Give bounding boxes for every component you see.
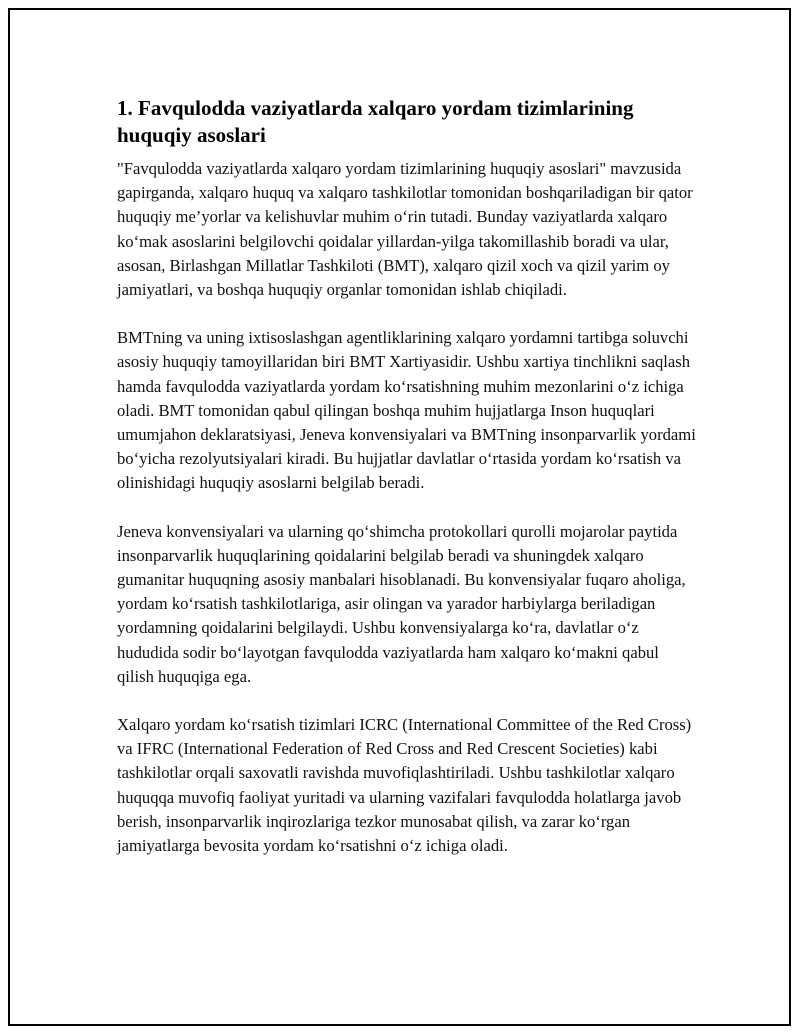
paragraph-2: BMTning va uning ixtisoslashgan agentliklarining xalqaro yordamni tartibga soluvchi asosiy huquqiy tamoyillaridan biri BMT Xartiyasidir. Ushbu xartiya tinchlikni saqlash hamda favqulodda vaziyatlarda yordam ko‘rsatishning muhim mezonlarini o‘z ichiga oladi. BMT tomonidan qabul qilingan boshqa muhim hujjatlarga Inson huquqlari umumjahon deklaratsiyasi, Jeneva konvensiyalari va BMTning insonparvarlik yordami bo‘yicha rezolyutsiyalari kiradi. Bu hujjatlar davlatlar o‘rtasida yordam ko‘rsatish va olinishidagi huquqiy asoslarni belgilab beradi. xyxy=(117,328,696,493)
paragraph-3: Jeneva konvensiyalari va ularning qo‘shimcha protokollari qurolli mojarolar paytida insonparvarlik huquqlarining qoidalarini belgilab beradi va shuningdek xalqaro gumanitar huquqning asosiy manbalari hisoblanadi. Bu konvensiyalar fuqaro aholiga, yordam ko‘rsatish tashkilotlariga, asir olingan va yarador harbiylarga beriladigan yordamning qoidalarini belgilaydi. Ushbu konvensiyalarga ko‘ra, davlatlar o‘z hududida sodir bo‘layotgan favqulodda vaziyatlarda ham xalqaro ko‘makni qabul qilish huquqiga ega. xyxy=(117,521,686,686)
section-heading: 1. Favqulodda vaziyatlarda xalqaro yordam tizimlarining huquqiy asoslari xyxy=(117,96,634,147)
page-frame xyxy=(8,8,791,1026)
paragraph-1: "Favqulodda vaziyatlarda xalqaro yordam tizimlarining huquqiy asoslari" mavzusida gapirganda, xalqaro huquq va xalqaro tashkilotlar tomonidan boshqariladigan bir qator huquqiy me’yorlar va kelishuvlar muhim o‘rin tutadi. Bunday vaziyatlarda xalqaro ko‘mak asoslarini belgilovchi qoidalar yillardan-yilga takomillashib boradi va ular, asosan, Birlashgan Millatlar Tashkiloti (BMT), xalqaro qizil xoch va qizil yarim oy jamiyatlari, va boshqa huquqiy organlar tomonidan ishlab chiqiladi. xyxy=(117,159,693,300)
paragraph-4: Xalqaro yordam ko‘rsatish tizimlari ICRC (International Committee of the Red Cross) va IFRC (International Federation of Red Cross and Red Crescent Societies) kabi tashkilotlar orqali saxovatli ravishda muvofiqlashtiriladi. Ushbu tashkilotlar xalqaro huquqqa muvofiq faoliyat yuritadi va ularning vazifalari favqulodda holatlarga javob berish, insonparvarlik inqirozlariga tezkor munosabat qilish, va zarar ko‘rgan jamiyatlarga bevosita yordam ko‘rsatishni o‘z ichiga oladi. xyxy=(117,715,692,856)
document-body xyxy=(117,95,697,882)
